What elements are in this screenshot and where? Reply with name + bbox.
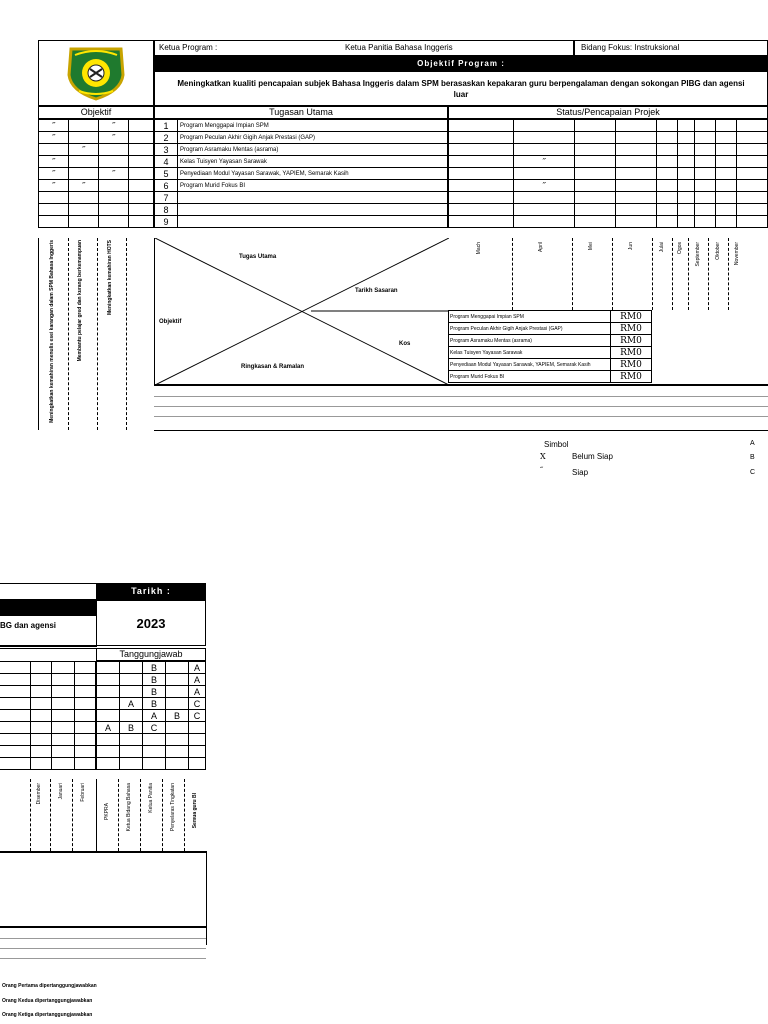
note-bottom-line [154,430,768,431]
diagram-ringkasan: Ringkasan & Ramalan [241,364,305,370]
obj-cell [129,132,154,144]
task-name [178,204,448,216]
resp-cell: B [120,722,143,734]
objektif-text-cell [154,71,768,106]
status-row [449,192,768,204]
resp-cell [97,674,120,686]
resp-row [97,686,206,698]
month-label: Ogos [677,242,683,254]
obj-cell: ˝ [69,180,99,192]
legend-second: Orang Kedua dipertanggungjawabkan [2,998,93,1004]
year: 2023 [136,616,166,631]
task-row [155,168,448,180]
objektif-vertical-area [38,238,155,430]
task-name: Program Asramaku Mentas (asrama) [178,144,448,156]
obj-cell [39,144,69,156]
bottom-divider [0,926,206,928]
resp-cell: B [166,710,189,722]
status-row [449,144,768,156]
legend-third: Orang Ketiga dipertanggungjawabkan [2,1012,93,1018]
tarikh-label: Tarikh : [131,586,171,596]
obj-cell [99,216,129,228]
resp-cell [166,662,189,674]
obj-cell [39,192,69,204]
resp-cell: A [120,698,143,710]
tarikh-bar [96,583,206,600]
agency-fragment: BG dan agensi [0,621,57,630]
resp-cell [120,746,143,758]
simbol-letter-a: A [750,440,755,447]
resp-cell [166,722,189,734]
resp-row [97,746,206,758]
bottom-note-line [0,958,206,959]
obj-cell [129,156,154,168]
school-crest-logo [61,45,131,101]
obj-cell [129,180,154,192]
month-label: Mach [476,242,482,255]
month-header-area [448,238,768,310]
obj-row [39,216,154,228]
task-no: 7 [155,192,178,204]
resp-cell [166,674,189,686]
resp-cell [120,734,143,746]
obj-row [39,144,154,156]
month-label: Jun [628,242,634,251]
resp-cell [97,746,120,758]
resp-cell [120,662,143,674]
matrix-diagram [154,238,449,385]
resp-row [97,710,206,722]
status-row [449,216,768,228]
obj-cell: ˝ [69,144,99,156]
role-label: Ketua Panitia [148,783,154,813]
obj-cell [39,204,69,216]
resp-cell [120,686,143,698]
month-label-bottom: Januari [58,783,64,800]
simbol-title: Simbol [544,440,569,449]
task-row [155,192,448,204]
simbol-letter-c: C [750,469,756,476]
resp-cell: C [189,710,206,722]
tanggungjawab-grid [96,661,206,770]
obj-cell [129,204,154,216]
kos-row [449,335,652,347]
month-label: April [538,242,544,253]
resp-cell [166,734,189,746]
task-name [178,192,448,204]
resp-cell [97,710,120,722]
resp-cell [143,734,166,746]
objektif-text-line1: Meningkatkan kualiti pencapaian subjek Bahasa Inggeris dalam SPM berasaskan kepakaran guru berpengalaman dengan sokongan PIBG dan agensi [177,79,745,88]
kos-value: RM0 [611,371,652,383]
obj-cell: ˝ [39,180,69,192]
bottom-form [0,583,208,1024]
kos-row [449,359,652,371]
bottom-left-header-line [0,648,96,649]
obj-cell: ˝ [39,168,69,180]
task-no: 6 [155,180,178,192]
obj-cell [99,156,129,168]
status-row [449,120,768,132]
resp-cell [97,662,120,674]
obj-cell [69,156,99,168]
obj-row [39,120,154,132]
resp-cell [166,758,189,770]
status-header [448,106,768,119]
obj-cell [99,204,129,216]
obj-cell [69,132,99,144]
obj-cell: ˝ [39,156,69,168]
resp-cell [189,722,206,734]
kos-value: RM0 [611,323,652,335]
resp-cell [143,758,166,770]
bottom-note-line [0,948,206,949]
obj-row [39,180,154,192]
simbol-letter-b: B [750,454,755,461]
task-name: Program Menggapai Impian SPM [178,120,448,132]
bottom-vertical-area [0,779,206,851]
bidang-fokus: Bidang Fokus: Instruksional [581,43,680,52]
obj-cell [129,168,154,180]
role-label: Penyelaras Tingkatan [170,783,176,832]
objektif-text-line2: luar [453,90,469,99]
year-cell [96,600,206,646]
resp-cell [166,686,189,698]
tanggungjawab-header [96,648,206,661]
task-name: Program Murid Fokus BI [178,180,448,192]
month-label-bottom: Februari [80,783,86,802]
objektif-grid [38,119,154,228]
month-label: September [695,242,701,267]
resp-cell: A [143,710,166,722]
resp-cell: B [143,686,166,698]
diagram-tarikh-sasaran: Tarikh Sasaran [355,288,398,294]
note-line [154,406,768,407]
note-line [154,416,768,417]
status-row: ˝ [449,180,768,192]
task-row [155,144,448,156]
kos-name: Program Menggapai Impian SPM [449,311,611,323]
kos-name: Penyediaan Modul Yayasan Sarawak, YAPIEM, Semarak Kasih [449,359,611,371]
note-line [154,396,768,397]
obj-cell [99,180,129,192]
task-no: 3 [155,144,178,156]
kos-table [448,310,652,383]
obj-row [39,156,154,168]
resp-cell: A [189,662,206,674]
ketua-program-cell [154,40,574,56]
status-row: ˝ [449,156,768,168]
resp-cell: A [189,686,206,698]
tugasan-header-text: Tugasan Utama [269,107,333,117]
task-row [155,156,448,168]
task-row [155,120,448,132]
task-name: Kelas Tuisyen Yayasan Sarawak [178,156,448,168]
obj-cell [69,192,99,204]
kos-row [449,371,652,383]
obj-cell [69,216,99,228]
resp-cell [97,698,120,710]
resp-cell [97,686,120,698]
status-row [449,204,768,216]
top-form [38,40,768,430]
obj-row [39,192,154,204]
kos-value: RM0 [611,347,652,359]
obj-cell [69,204,99,216]
kos-name: Program Murid Fokus BI [449,371,611,383]
task-row [155,132,448,144]
resp-cell [97,758,120,770]
kos-name: Program Asramaku Mentas (asrama) [449,335,611,347]
month-label-bottom: Disember [36,783,42,805]
resp-cell [189,758,206,770]
obj-row [39,168,154,180]
resp-row [97,662,206,674]
kos-value: RM0 [611,335,652,347]
objektif-program-bar [154,56,768,71]
kos-name: Kelas Tuisyen Yayasan Sarawak [449,347,611,359]
task-no: 5 [155,168,178,180]
tanggungjawab-text: Tanggungjawab [119,649,183,659]
obj-cell: ˝ [99,120,129,132]
obj-cell [129,120,154,132]
resp-cell: B [143,674,166,686]
summary-divider [154,384,768,386]
task-row [155,204,448,216]
resp-row [97,674,206,686]
month-label: November [734,242,740,266]
diagram-kos: Kos [399,341,411,347]
obj-cell [69,168,99,180]
resp-cell: A [189,674,206,686]
objektif-vertical-1: Meningkatkan kemahiran menulis esei karangan dalam SPM Bahasa Inggeris [49,240,55,423]
task-no: 1 [155,120,178,132]
task-name: Program Peculan Akhir Gigih Anjak Prestasi (GAP) [178,132,448,144]
role-label: PKPRA [104,803,110,820]
resp-row [97,698,206,710]
bidang-fokus-cell [574,40,768,56]
agency-cell [0,600,97,646]
ketua-program-label: Ketua Program : [159,43,218,52]
month-label: Oktober [715,242,721,260]
diagram-objektif: Objektif [159,319,182,325]
kos-value: RM0 [611,359,652,371]
obj-cell [99,192,129,204]
objektif-vertical-3: Meningkatkan kemahiran HOTS [107,240,113,316]
resp-cell [189,746,206,758]
obj-row [39,132,154,144]
obj-cell [39,216,69,228]
month-label: Julai [659,242,665,253]
obj-cell [129,144,154,156]
task-table [154,119,448,228]
resp-cell [166,698,189,710]
resp-cell [120,674,143,686]
resp-cell [143,746,166,758]
objektif-header [38,106,154,119]
ketua-program-value: Ketua Panitia Bahasa Inggeris [345,43,453,52]
resp-cell [166,746,189,758]
obj-cell [99,144,129,156]
obj-cell: ˝ [99,168,129,180]
simbol-x: X [540,452,546,461]
simbol-x-label: Belum Siap [572,452,613,461]
obj-cell [129,216,154,228]
objektif-vertical-2: Membantu pelajar gred dan kurang berkemampuan [77,240,83,362]
objektif-header-text: Objektif [80,107,112,117]
resp-cell: B [143,698,166,710]
status-grid [448,119,768,228]
bottom-note-line [0,938,206,939]
diagram-lines [155,238,449,385]
bottom-empty-box [0,851,207,945]
month-label: Mei [588,242,594,251]
obj-cell: ˝ [99,132,129,144]
resp-cell: B [143,662,166,674]
obj-cell: ˝ [39,120,69,132]
obj-cell [69,120,99,132]
kos-name: Program Peculan Akhir Gigih Anjak Prestasi (GAP) [449,323,611,335]
role-label: Ketua Bidang Bahasa [126,783,132,832]
kos-row [449,323,652,335]
resp-cell: C [143,722,166,734]
task-no: 2 [155,132,178,144]
bottom-top-left-cell [0,583,97,600]
task-no: 9 [155,216,178,228]
task-row [155,216,448,228]
obj-cell: ˝ [39,132,69,144]
objektif-program-title: Objektif Program : [417,59,505,68]
tugasan-header [154,106,448,119]
role-label: Semua guru BI [192,793,198,829]
task-no: 4 [155,156,178,168]
resp-cell: C [189,698,206,710]
resp-row [97,734,206,746]
task-name: Penyediaan Modul Yayasan Sarawak, YAPIEM, Semarak Kasih [178,168,448,180]
task-row [155,180,448,192]
resp-cell [120,758,143,770]
task-name [178,216,448,228]
obj-row [39,204,154,216]
simbol-legend [540,440,768,482]
kos-value: RM0 [611,311,652,323]
status-row [449,168,768,180]
kos-row [449,347,652,359]
diagram-tugas-utama: Tugas Utama [239,254,277,260]
resp-cell [120,710,143,722]
bottom-status-grid [0,661,96,770]
task-no: 8 [155,204,178,216]
resp-row [97,722,206,734]
legend-first: Orang Pertama dipertanggungjawabkan [2,983,97,989]
simbol-tick-label: Siap [572,468,589,477]
simbol-tick: ˝ [540,466,543,475]
logo-cell [38,40,154,106]
resp-cell: A [97,722,120,734]
resp-row [97,758,206,770]
obj-cell [129,192,154,204]
kos-row [449,311,652,323]
resp-cell [97,734,120,746]
status-row [449,132,768,144]
status-header-text: Status/Pencapaian Projek [556,107,660,117]
resp-cell [189,734,206,746]
